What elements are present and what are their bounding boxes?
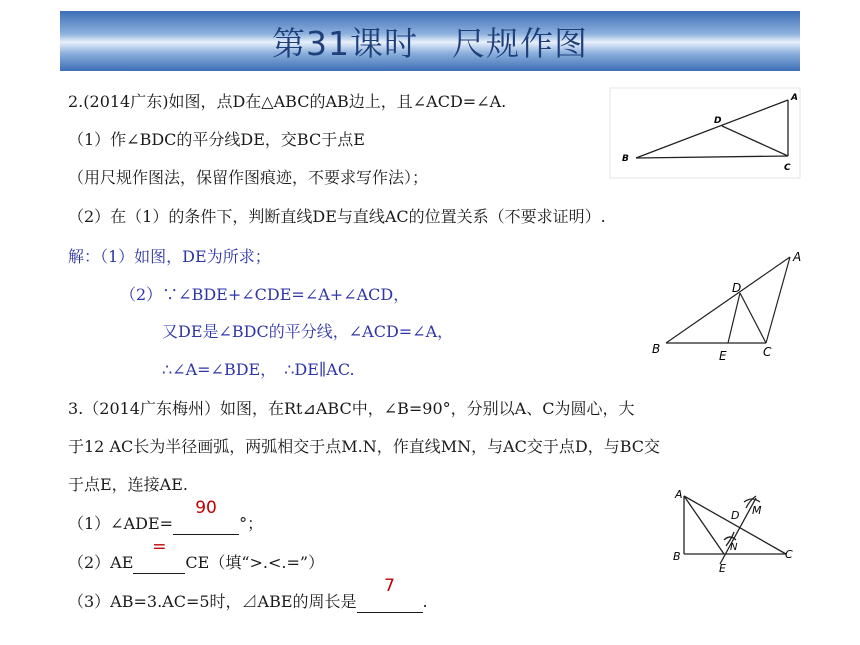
- q3-stem-3: 于点E，连接AE.: [68, 475, 189, 494]
- q2-stem: 2.(2014广东)如图，点D在△ABC的AB边上，且∠ACD=∠A.: [68, 92, 507, 111]
- label-c-2: C: [763, 345, 772, 359]
- q3-part3-prefix: （3）AB=3.AC=5时，⊿ABE的周长是: [68, 592, 357, 611]
- label-n-3: N: [730, 542, 738, 553]
- q2-solution-1: 解：（1）如图，DE为所求；: [68, 247, 271, 266]
- label-c: C: [784, 163, 791, 173]
- figure-q2-solution: [648, 248, 808, 363]
- page-title: 第31课时 尺规作图: [272, 23, 588, 63]
- title-banner: [60, 11, 800, 71]
- label-e-3: E: [719, 562, 726, 575]
- q2-part1: （1）作∠BDC的平分线DE，交BC于点E: [68, 130, 365, 149]
- q2-part2: （2）在（1）的条件下，判断直线DE与直线AC的位置关系（不要求证明）.: [68, 207, 606, 226]
- q2-part1-note: （用尺规作图法，保留作图痕迹，不要求写作法）；: [68, 168, 429, 187]
- segment-ba-2: [666, 257, 790, 343]
- label-a-3: A: [675, 488, 683, 501]
- q3-part3: [68, 576, 428, 613]
- q3-stem-2: 于12 AC长为半径画弧，两弧相交于点M.N，作直线MN，与AC交于点D，与BC交: [68, 437, 661, 456]
- label-c-3: C: [785, 548, 793, 561]
- label-m-3: M: [752, 504, 762, 517]
- segment-ae-3: [684, 496, 724, 554]
- q3-answer-blank-1: [173, 498, 239, 535]
- segment-dc-2: [740, 293, 766, 343]
- segment-ac-2: [766, 257, 790, 343]
- q3-answer-blank-2: [133, 537, 185, 574]
- figure-q2-problem: [610, 88, 800, 178]
- label-d: D: [714, 116, 722, 126]
- segment-de: [728, 293, 740, 343]
- q3-part3-suffix: .: [422, 592, 428, 611]
- label-d-3: D: [731, 509, 740, 522]
- q2-solution-4: ∴∠A=∠BDE， ∴DE∥AC.: [162, 360, 355, 379]
- q3-part2-suffix: CE（填“>.<.=”）: [185, 553, 325, 572]
- label-d-2: D: [732, 281, 742, 295]
- q2-solution-3: 又DE是∠BDC的平分线，∠ACD=∠A，: [162, 322, 454, 341]
- q2-solution-2: （2）∵∠BDE+∠CDE=∠A+∠ACD，: [120, 285, 410, 304]
- q3-answer-1: 90: [195, 498, 217, 518]
- q3-part2: [68, 537, 325, 574]
- label-a: A: [791, 93, 798, 103]
- label-b: B: [622, 154, 629, 164]
- q3-answer-3: 7: [384, 576, 395, 596]
- q3-stem-1: 3.（2014广东梅州）如图，在Rt⊿ABC中，∠B=90°，分别以A、C为圆心，大: [68, 399, 635, 418]
- q3-answer-blank-3: [357, 576, 423, 613]
- q3-part1-prefix: （1）∠ADE=: [68, 514, 174, 533]
- figure-q3: [672, 486, 802, 576]
- label-e-2: E: [719, 349, 727, 363]
- q3-part1-suffix: °；: [239, 514, 264, 533]
- q3-part1: [68, 498, 264, 535]
- q3-part2-prefix: （2）AE: [68, 553, 134, 572]
- label-b-2: B: [652, 342, 661, 356]
- label-b-3: B: [673, 550, 681, 563]
- q3-answer-2: =: [152, 537, 167, 557]
- label-a-2: A: [793, 250, 802, 264]
